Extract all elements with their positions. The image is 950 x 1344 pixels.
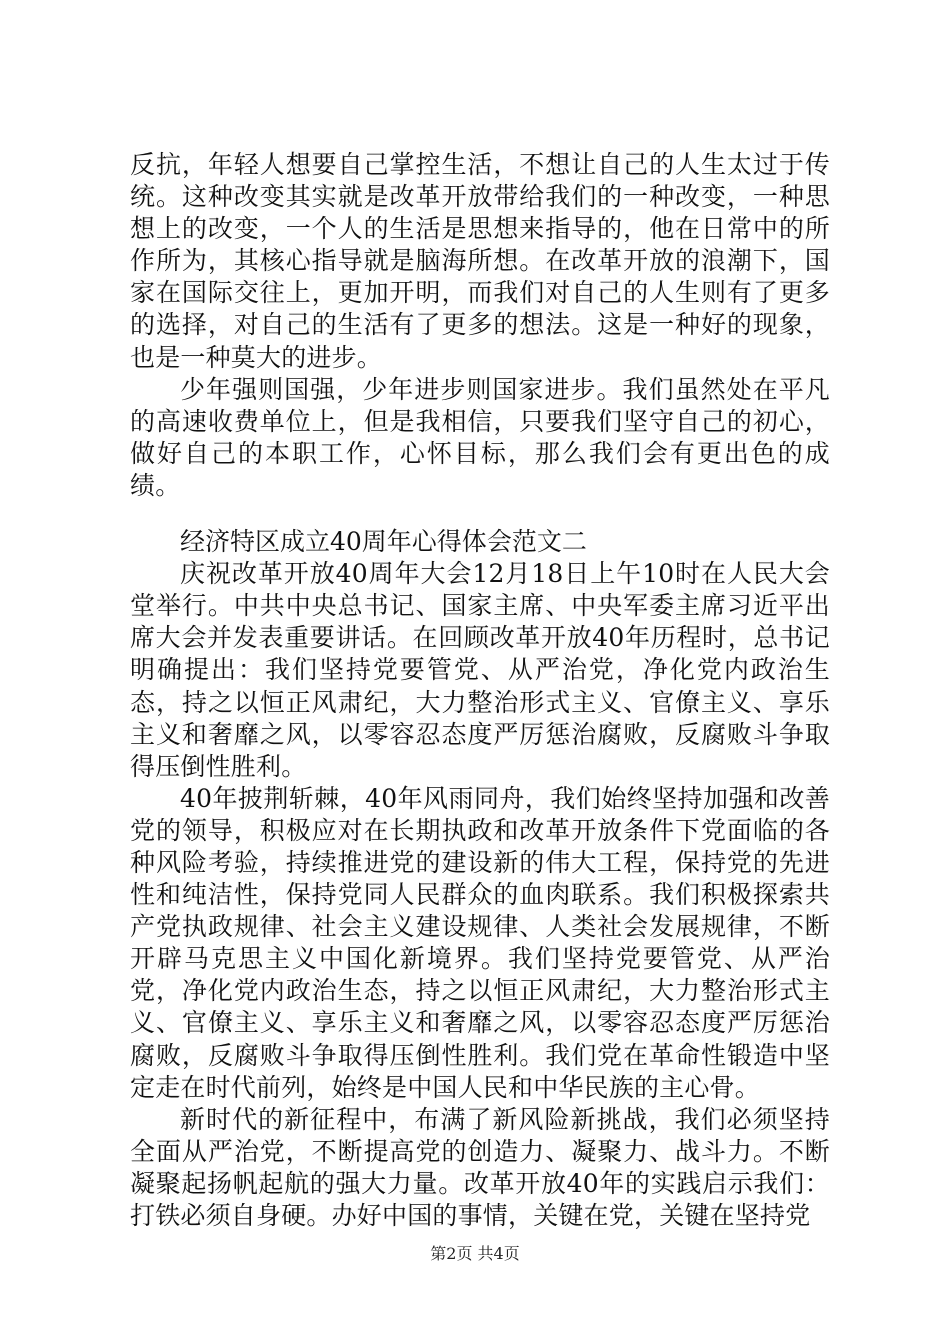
document-body (130, 149, 830, 1232)
paragraph-youth: 少年强则国强，少年进步则国家进步。我们虽然处在平凡的高速收费单位上，但是我相信，只要我们坚守自己的初心，做好自己的本职工作，心怀目标，那么我们会有更出色的成绩。 (130, 374, 830, 500)
paragraph-celebration: 庆祝改革开放40周年大会12月18日上午10时在人民大会堂举行。中共中央总书记、国家主席、中央军委主席习近平出席大会并发表重要讲话。在回顾改革开放40年历程时，总书记明确提出：我们坚持党要管党、从严治党，净化党内政治生态，持之以恒正风肃纪，大力整治形式主义、官僚主义、享乐主义和奢靡之风，以零容忍态度严厉惩治腐败，反腐败斗争取得压倒性胜利。 (130, 559, 830, 781)
paragraph-continuation: 反抗，年轻人想要自己掌控生活，不想让自己的人生太过于传统。这种改变其实就是改革开放带给我们的一种改变，一种思想上的改变，一个人的生活是思想来指导的，他在日常中的所作所为，其核心指导就是脑海所想。在改革开放的浪潮下，国家在国际交往上，更加开明，而我们对自己的人生则有了更多的选择，对自己的生活有了更多的想法。这是一种好的现象，也是一种莫大的进步。 (130, 150, 830, 372)
page-footer (0, 1244, 950, 1264)
section-heading: 经济特区成立40周年心得体会范文二 (180, 527, 587, 557)
paragraph-forty-years: 40年披荆斩棘，40年风雨同舟，我们始终坚持加强和改善党的领导，积极应对在长期执政和改革开放条件下党面临的各种风险考验，持续推进党的建设新的伟大工程，保持党的先进性和纯洁性，保持党同人民群众的血肉联系。我们积极探索共产党执政规律、社会主义建设规律、人类社会发展规律，不断开辟马克思主义中国化新境界。我们坚持党要管党、从严治党，净化党内政治生态，持之以恒正风肃纪，大力整治形式主义、官僚主义、享乐主义和奢靡之风，以零容忍态度严厉惩治腐败，反腐败斗争取得压倒性胜利。我们党在革命性锻造中坚定走在时代前列，始终是中国人民和中华民族的主心骨。 (130, 783, 830, 1102)
page-number-label: 第2页 共4页 (430, 1244, 520, 1263)
paragraph-new-era: 新时代的新征程中，布满了新风险新挑战，我们必须坚持全面从严治党，不断提高党的创造力、凝聚力、战斗力。不断凝聚起扬帆起航的强大力量。改革开放40年的实践启示我们：打铁必须自身硬。办好中国的事情，关键在党，关键在坚持党 (130, 1104, 830, 1230)
